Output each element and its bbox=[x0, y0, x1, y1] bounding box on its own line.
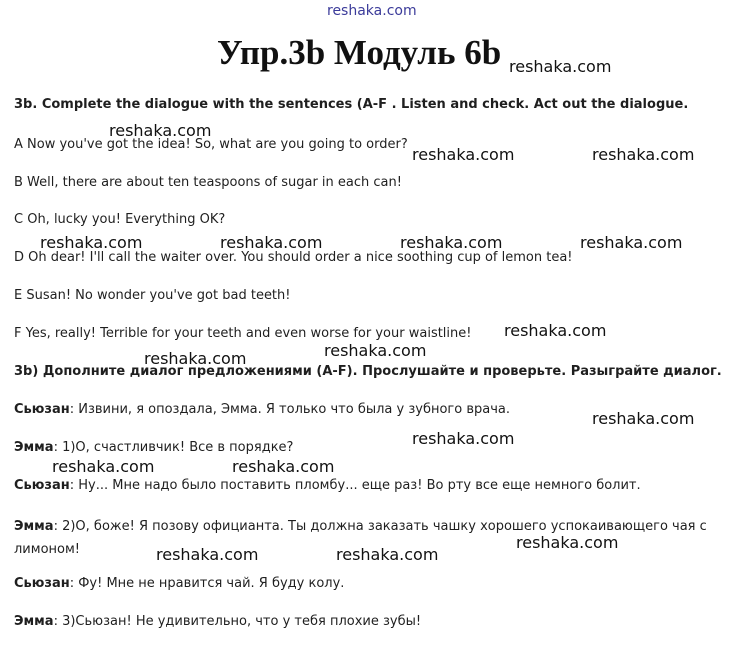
watermark-top: reshaka.com bbox=[327, 3, 417, 19]
watermark: reshaka.com bbox=[412, 145, 515, 164]
dialogue-text: : Фу! Мне не нравится чай. Я буду колу. bbox=[69, 576, 345, 591]
page-title: Упр.3b Модуль 6b bbox=[217, 33, 502, 72]
dialogue-text: : Извини, я опоздала, Эмма. Я только что была у зубного врача. bbox=[69, 402, 510, 417]
watermark: reshaka.com bbox=[232, 457, 335, 476]
watermark: reshaka.com bbox=[156, 545, 259, 564]
watermark: reshaka.com bbox=[52, 457, 155, 476]
watermark: reshaka.com bbox=[324, 341, 427, 360]
option-e: E Susan! No wonder you've got bad teeth! bbox=[14, 288, 291, 303]
watermark: reshaka.com bbox=[412, 429, 515, 448]
watermark: reshaka.com bbox=[592, 409, 695, 428]
watermark: reshaka.com bbox=[336, 545, 439, 564]
option-d: D Oh dear! I'll call the waiter over. You should order a nice soothing cup of lemon tea! bbox=[14, 250, 573, 265]
speaker-name: Сьюзан bbox=[14, 478, 70, 493]
dialogue-text: : 1)О, счастливчик! Все в порядке? bbox=[53, 440, 294, 455]
option-b: B Well, there are about ten teaspoons of sugar in each can! bbox=[14, 175, 402, 190]
watermark: reshaka.com bbox=[504, 321, 607, 340]
dialogue-line-2 bbox=[14, 440, 293, 455]
speaker-name: Эмма bbox=[14, 440, 54, 455]
dialogue-text: : 3)Сьюзан! Не удивительно, что у тебя плохие зубы! bbox=[53, 614, 422, 629]
watermark: reshaka.com bbox=[580, 233, 683, 252]
english-task-heading: 3b. Complete the dialogue with the sentences (A-F . Listen and check. Act out the dialogue. bbox=[14, 97, 689, 112]
dialogue-line-5 bbox=[14, 576, 344, 591]
speaker-name: Сьюзан bbox=[14, 402, 70, 417]
watermark: reshaka.com bbox=[109, 121, 212, 140]
russian-task-heading: 3b) Дополните диалог предложениями (A-F). Прослушайте и проверьте. Разыграйте диалог. bbox=[14, 364, 722, 379]
speaker-name: Эмма bbox=[14, 614, 54, 629]
dialogue-line-6 bbox=[14, 614, 421, 629]
dialogue-line-1 bbox=[14, 402, 510, 417]
watermark: reshaka.com bbox=[144, 349, 247, 368]
speaker-name: Сьюзан bbox=[14, 576, 70, 591]
watermark: reshaka.com bbox=[592, 145, 695, 164]
option-f: F Yes, really! Terrible for your teeth and even worse for your waistline! bbox=[14, 326, 472, 341]
option-c: C Oh, lucky you! Everything OK? bbox=[14, 212, 226, 227]
watermark: reshaka.com bbox=[509, 57, 612, 76]
speaker-name: Эмма bbox=[14, 519, 54, 534]
watermark: reshaka.com bbox=[220, 233, 323, 252]
watermark: reshaka.com bbox=[400, 233, 503, 252]
dialogue-line-3 bbox=[14, 478, 641, 493]
watermark: reshaka.com bbox=[516, 533, 619, 552]
dialogue-text: : 2)О, боже! Я позову официанта. Ты должна заказать чашку хорошего успокаивающего чая с лимоном! bbox=[14, 519, 707, 557]
watermark: reshaka.com bbox=[40, 233, 143, 252]
option-a: A Now you've got the idea! So, what are you going to order? bbox=[14, 137, 408, 152]
dialogue-text: : Ну... Мне надо было поставить пломбу... еще раз! Во рту все еще немного болит. bbox=[69, 478, 641, 493]
